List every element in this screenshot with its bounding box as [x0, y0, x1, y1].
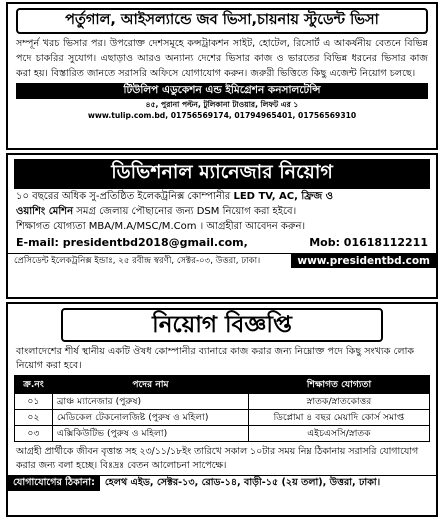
mobile: Mob: 01618112211 [309, 236, 428, 249]
post-name: ব্রাঞ্চ ম্যানেজার (পুরুষ) [53, 394, 249, 410]
footer [8, 253, 436, 268]
ad-line-2 [8, 204, 436, 219]
table-row [15, 426, 430, 442]
contact-line: www.tulip.com.bd, 01756569174, 01794965401, 01756569310 [87, 111, 357, 120]
closing-text: আগ্রহী প্রার্থীকে জীবন বৃত্তান্ত সহ ২৩/১১/১৮ইং তারিখে সকাল ১০টার সময় নিম্ন ঠিকানায় সরাসরি যোগাযোগ করার জন্য বলা হচ্ছে। বিঃদ্রঃ বেতন আলোচনা সাপেক্ষে। [16, 446, 419, 471]
website: www.presidentbd.com [291, 254, 436, 268]
ad-title: নিয়োগ বিজ্ঞপ্তি [61, 308, 383, 342]
qualification: স্নাতক/স্নাতকোত্তর [249, 394, 430, 410]
table-row [15, 410, 430, 426]
contact-line [8, 234, 436, 251]
company-address: প্রেসিডেন্ট ইলেকট্রনিক্স ইন্ডাঃ, ২৫ রবীন্দ্র স্বরণী, সেক্টর-০৩, উত্তরা, ঢাকা। [14, 256, 261, 266]
serial: ০২ [15, 410, 53, 426]
serial: ০১ [15, 394, 53, 410]
serial: ০৩ [15, 426, 53, 442]
ad-recruitment-notice [6, 302, 438, 517]
email: E-mail: presidentbd2018@gmail.com, [16, 236, 248, 249]
ad-divisional-manager [6, 153, 438, 299]
office-address: ৪৫, পুরানা পল্টন, টুলিকানা টাওয়ার, লিফট এর ১ [145, 100, 299, 109]
ad-portugal-visa [6, 2, 438, 150]
contact-label: যোগাযোগের ঠিকানা: [8, 476, 100, 491]
jobs-table [14, 375, 430, 442]
ad-line-1 [8, 189, 436, 204]
qualification-line: শিক্ষাগত যোগ্যতা MBA/M.A/MSC/M.Com । আগ্রহীরা আবেদন করুন। [16, 221, 306, 232]
ad-body: সম্পূর্ন খরচ ভিসার পর। উপরোক্ত দেশসমূহে কন্সট্রাকশন সাইট, হোটেল, রিসোর্ট এ আকর্ষনীয় বেতনে বিভিন্ন পদে চাকরির সুযোগ। এছাড়াও আরও অন্যান্য দেশের ভিসার কাজ ও ভারতের বিভিন্ন ধরনের ভিসার কাজ করা হয়। বিস্তারিত জানতে সরাসরি অফিসে যোগাযোগ করুন। জরুরী ভিত্তিতে কিছু এজেন্ট নিয়োগ চলছে। [16, 38, 428, 79]
post-name: মেডিকেল টেকনোলজিষ্ট (পুরুষ ও মহিলা) [53, 410, 249, 426]
post-name: এক্সিকিউটিভ (পুরুষ ও মহিলা) [53, 426, 249, 442]
qualification: ডিপ্লোমা ৪ বছর মেয়াদি কোর্স সমাপ্ত [249, 410, 430, 426]
ad-title: পর্তুগাল, আইসল্যান্ডে জব ভিসা,চায়নায় স্টুডেন্ট ভিসা [16, 8, 428, 34]
organization-name: টিউলিপ এডুকেশন এন্ড ইমিগ্রেশন কনসালটেন্সি [16, 83, 428, 99]
contact-address: হেলথ এইড, সেক্টর-১৩, রোড-১৪, বাড়ী-১৫ (২য় তলা), উত্তরা, ঢাকা। [104, 477, 381, 488]
header-post: পদের নাম [53, 376, 249, 394]
line-text: ১০ বছরের অধিক সু-প্রতিষ্ঠিত ইলেকট্রনিক্স কোম্পানীর [16, 191, 234, 202]
intro-text: বাংলাদেশের শীর্ষ স্থানীয় একটি ঔষধ কোম্পানীর ব্যানারে কাজ করার জন্য নিম্নোক্ত পদে কিছু সংখ্যক লোক নিয়োগ করা হবে। [16, 346, 415, 371]
header-qualification: শিক্ষাগত যোগ্যতা [249, 376, 430, 394]
washing-machine-highlight: ওয়াশিং মেশিন [16, 206, 74, 217]
ad-title: ডিভিশনাল ম্যানেজার নিয়োগ [14, 159, 430, 189]
line-text: সমগ্র জেলায় পৌছানোর জন্য DSM নিয়োগ করা হইবে। [73, 206, 297, 217]
header-serial: ক্র.নং [15, 376, 53, 394]
products-highlight: LED TV, AC, ফ্রিজ ও [233, 191, 334, 202]
table-row [15, 394, 430, 410]
contact-bar [8, 475, 436, 491]
qualification: এইচএসসি/স্নাতক [249, 426, 430, 442]
table-header-row [15, 376, 430, 394]
